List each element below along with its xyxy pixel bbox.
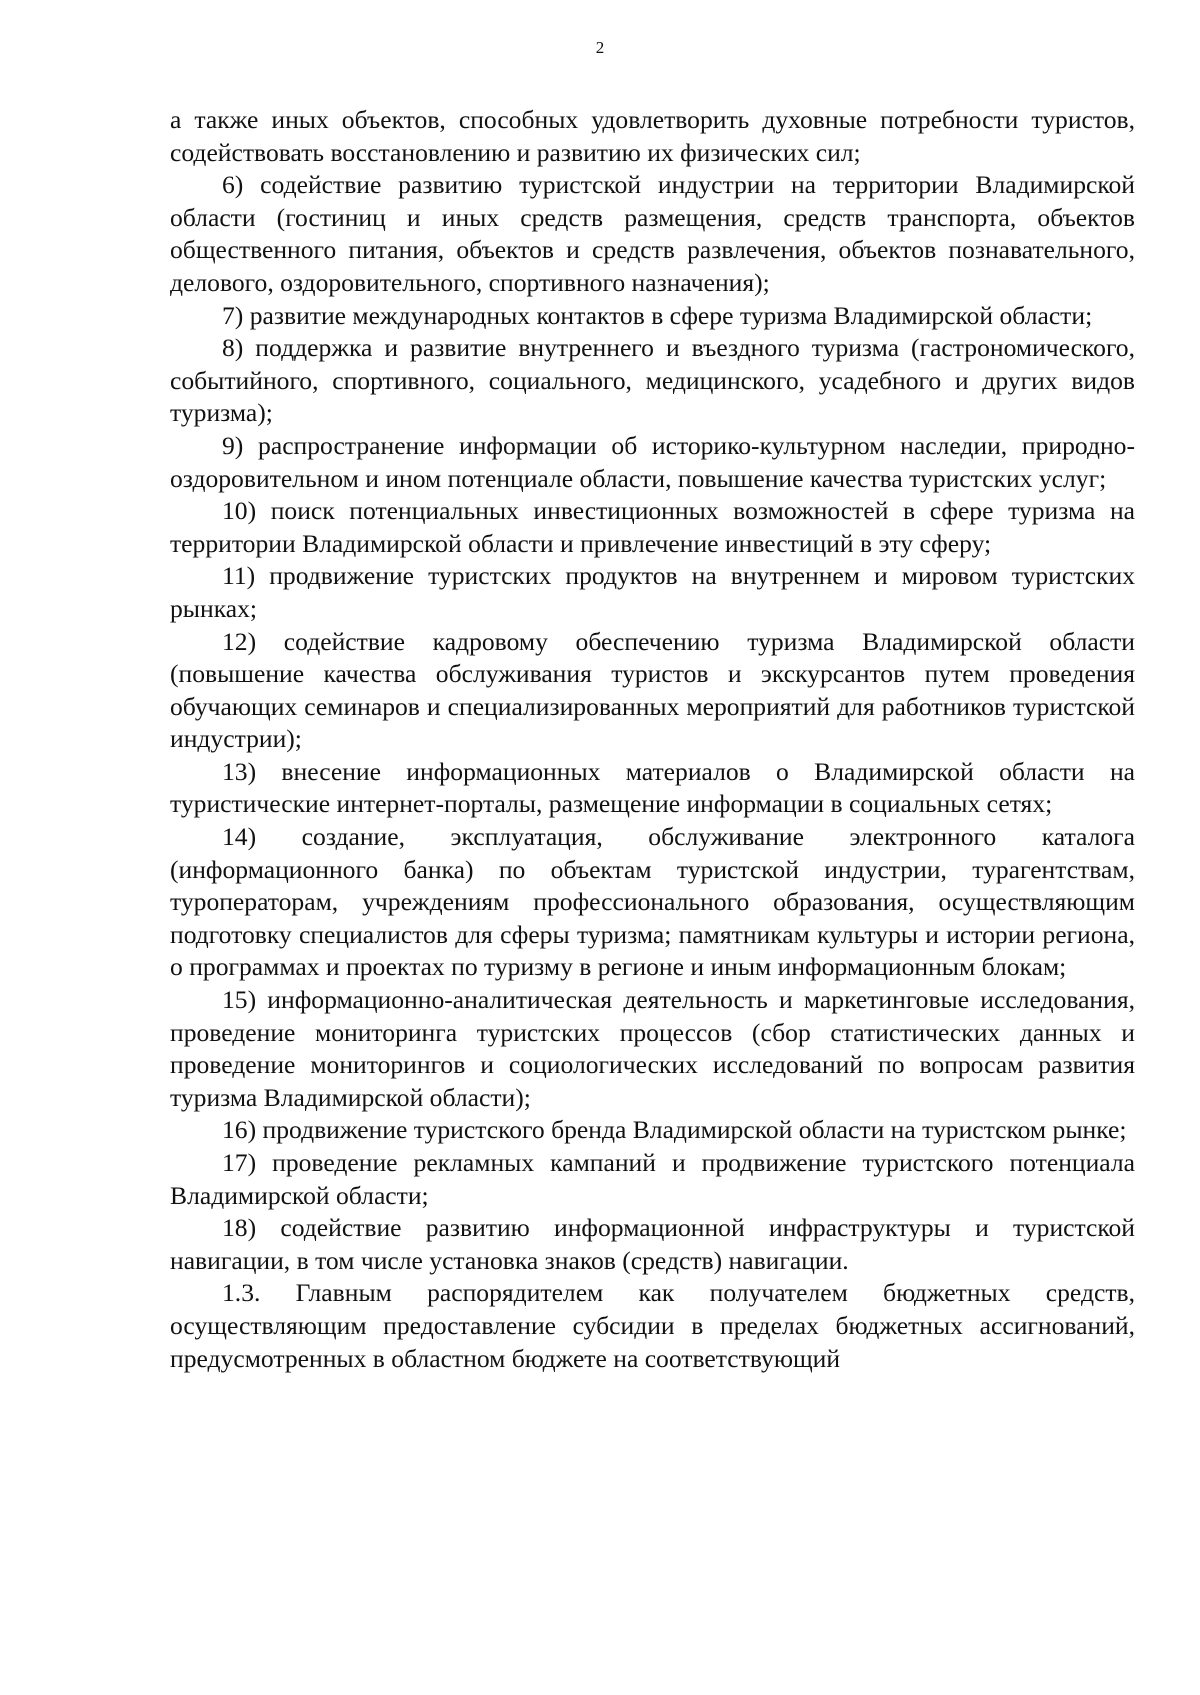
clause-1-3: 1.3. Главным распорядителем как получателем бюджетных средств, осуществляющим предоставление субсидии в пределах бюджетных ассигнований, предусмотренных в областном бюджете на соответствующий	[170, 1278, 1135, 1373]
list-item-9: 9) распространение информации об историко-культурном наследии, природно-оздоровительном и ином потенциале области, повышение качества туристских услуг;	[170, 430, 1135, 493]
list-item-17: 17) проведение рекламных кампаний и продвижение туристского потенциала Владимирской области;	[170, 1148, 1135, 1210]
list-item-10: 10) поиск потенциальных инвестиционных возможностей в сфере туризма на территории Владимирской области и привлечение инвестиций в эту сферу;	[170, 496, 1135, 558]
list-item-16: 16) продвижение туристского бренда Владимирской области на туристском рынке;	[222, 1115, 1127, 1145]
list-item-11: 11) продвижение туристских продуктов на внутреннем и мировом туристских рынках;	[170, 561, 1135, 623]
page-number: 2	[595, 38, 605, 57]
list-item-13: 13) внесение информационных материалов о Владимирской области на туристические интернет-порталы, размещение информации в социальных сетях;	[170, 756, 1135, 819]
list-item-15: 15) информационно-аналитическая деятельность и маркетинговые исследования, проведение мониторинга туристских процессов (сбор статистических данных и проведение мониторингов и социологических исследований по вопросам развития туризма Владимирской области);	[170, 985, 1135, 1112]
list-item-14: 14) создание, эксплуатация, обслуживание электронного каталога (информационного банка) по объектам туристской индустрии, турагентствам, туроператорам, учреждениям профессионального образования, осуществляющим подготовку специалистов для сферы туризма; памятникам культуры и истории региона, о программах и проектах по туризму в регионе и иным информационным блокам;	[170, 822, 1135, 982]
list-item-18: 18) содействие развитию информационной инфраструктуры и туристской навигации, в том числе установка знаков (средств) навигации.	[170, 1213, 1135, 1275]
list-item-8: 8) поддержка и развитие внутреннего и въездного туризма (гастрономического, событийного, спортивного, социального, медицинского, усадебного и других видов туризма);	[170, 333, 1135, 428]
list-item-6: 6) содействие развитию туристской индустрии на территории Владимирской области (гостиниц и иных средств размещения, средств транспорта, объектов общественного питания, объектов и средств развлечения, объектов познавательного, делового, оздоровительного, спортивного назначения);	[170, 170, 1135, 297]
document-body	[170, 104, 1135, 1375]
paragraph-continuation: а также иных объектов, способных удовлетворить духовные потребности туристов, содействовать восстановлению и развитию их физических сил;	[170, 105, 1135, 167]
list-item-12: 12) содействие кадровому обеспечению туризма Владимирской области (повышение качества обслуживания туристов и экскурсантов путем проведения обучающих семинаров и специализированных мероприятий для работников туристской индустрии);	[170, 626, 1135, 754]
list-item-7: 7) развитие международных контактов в сфере туризма Владимирской области;	[222, 300, 1093, 330]
